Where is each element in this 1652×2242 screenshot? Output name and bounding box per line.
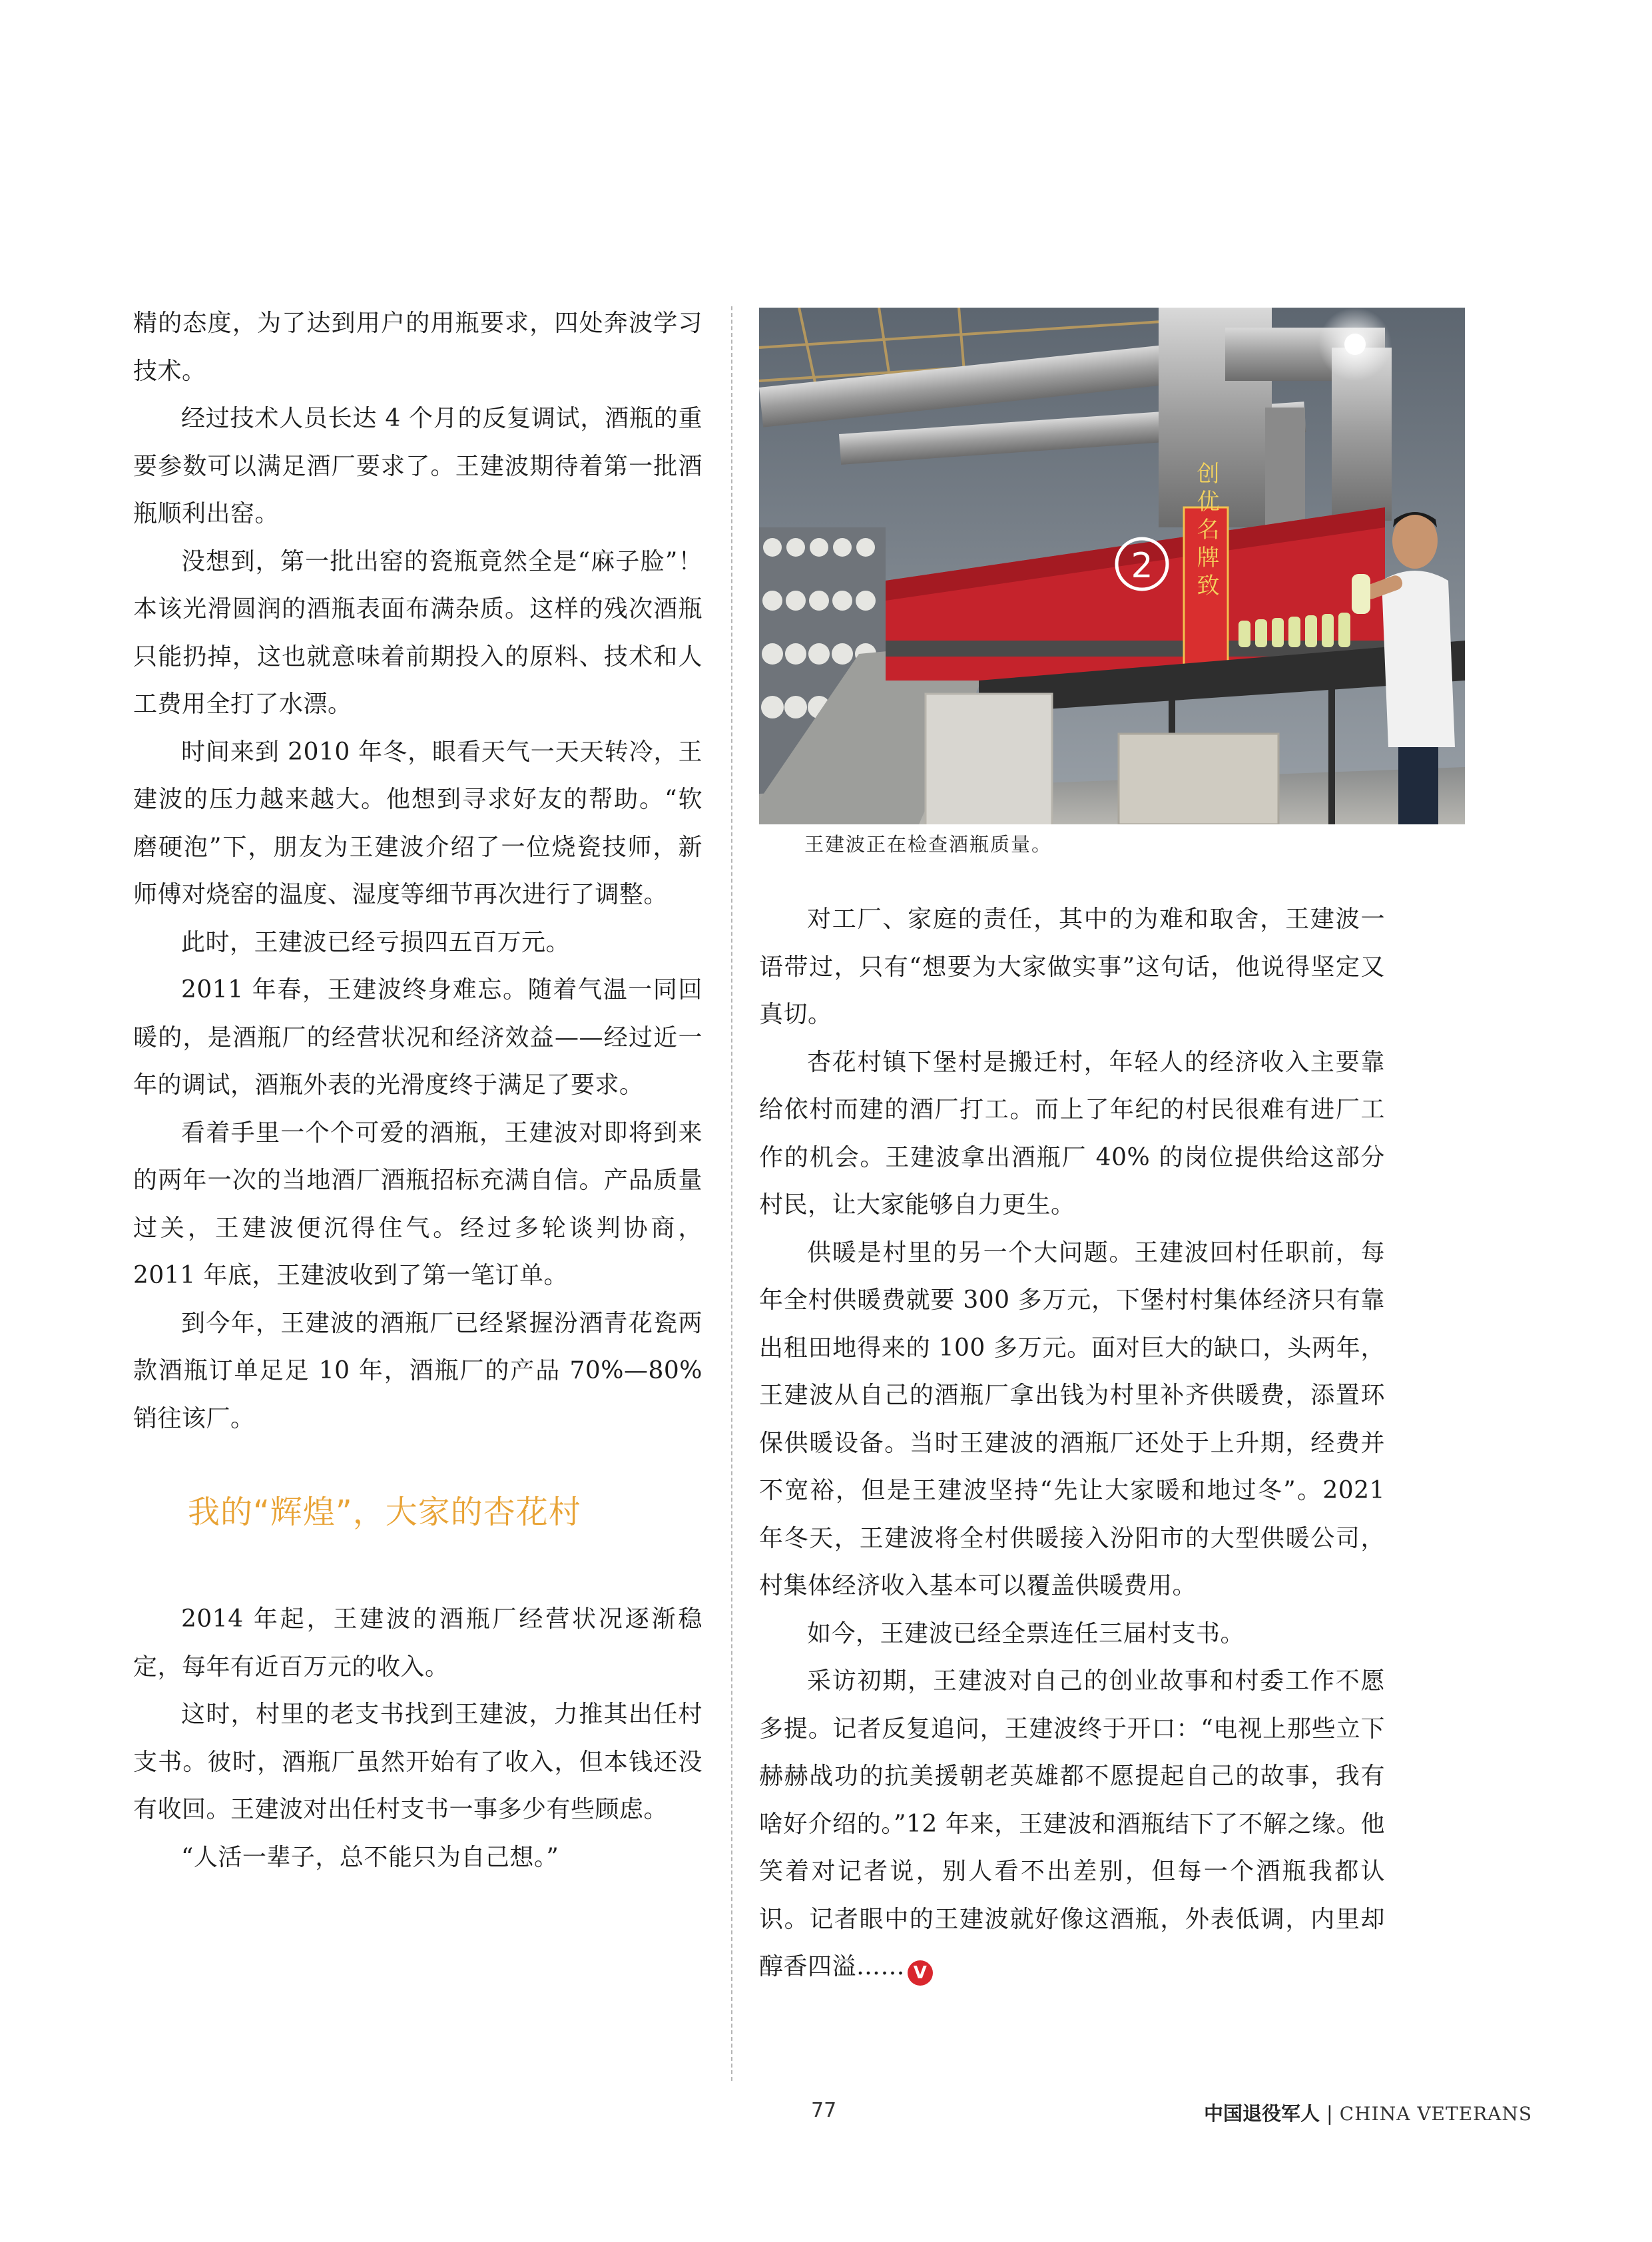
body-paragraph: 2014 年起，王建波的酒瓶厂经营状况逐渐稳定，每年有近百万元的收入。	[133, 1605, 702, 1681]
magazine-separator: |	[1326, 2102, 1333, 2125]
body-paragraph: 对工厂、家庭的责任，其中的为难和取舍，王建波一语带过，只有“想要为大家做实事”这句话，他说得坚定又真切。	[759, 906, 1385, 1028]
body-paragraph: 如今，王建波已经全票连任三届村支书。	[807, 1619, 1245, 1647]
body-paragraph: 经过技术人员长达 4 个月的反复调试，酒瓶的重要参数可以满足酒厂要求了。王建波期待着第一批酒瓶顺利出窑。	[133, 405, 702, 527]
factory-photo	[759, 308, 1465, 824]
left-column	[133, 300, 702, 1881]
page-number: 77	[811, 2099, 837, 2122]
final-paragraph-text: 采访初期，王建波对自己的创业故事和村委工作不愿多提。记者反复追问，王建波终于开口：“电视上那些立下赫赫战功的抗美援朝老英雄都不愿提起自己的故事，我有啥好介绍的。”12 年来，王建波和酒瓶结下了不解之缘。他笑着对记者说，别人看不出差别，但每一个酒瓶我都认识。记者眼中的王建波就好像这酒瓶，外表低调，内里却醇香四溢……	[759, 1667, 1385, 1980]
magazine-name	[1204, 2099, 1532, 2126]
body-paragraph: 精的态度，为了达到用户的用瓶要求，四处奔波学习技术。	[133, 310, 702, 385]
body-paragraph: “人活一辈子，总不能只为自己想。”	[181, 1843, 559, 1871]
factory-scene-illustration	[759, 308, 1465, 824]
end-mark-icon: V	[908, 1960, 933, 1986]
column-divider	[731, 306, 732, 2081]
kiln-banner-text: 创优名牌致	[1193, 461, 1219, 601]
body-paragraph: 没想到，第一批出窑的瓷瓶竟然全是“麻子脸”！本该光滑圆润的酒瓶表面布满杂质。这样的残次酒瓶只能扔掉，这也就意味着前期投入的原料、技术和人工费用全打了水漂。	[133, 547, 702, 718]
body-paragraph: 这时，村里的老支书找到王建波，力推其出任村支书。彼时，酒瓶厂虽然开始有了收入，但本钱还没有收回。王建波对出任村支书一事多少有些顾虑。	[133, 1701, 702, 1823]
body-paragraph: 2011 年春，王建波终身难忘。随着气温一同回暖的，是酒瓶厂的经营状况和经济效益——经过近一年的调试，酒瓶外表的光滑度终于满足了要求。	[133, 976, 702, 1099]
body-paragraph: 杏花村镇下堡村是搬迁村，年轻人的经济收入主要靠给依村而建的酒厂打工。而上了年纪的村民很难有进厂工作的机会。王建波拿出酒瓶厂 40% 的岗位提供给这部分村民，让大家能够自力更生。	[759, 1048, 1385, 1219]
kiln-number: 2	[1131, 546, 1153, 586]
body-paragraph: 此时，王建波已经亏损四五百万元。	[181, 928, 571, 956]
magazine-name-cn: 中国退役军人	[1204, 2102, 1320, 2125]
right-column	[759, 896, 1385, 1991]
body-paragraph: 看着手里一个个可爱的酒瓶，王建波对即将到来的两年一次的当地酒厂酒瓶招标充满自信。产品质量过关，王建波便沉得住气。经过多轮谈判协商，2011 年底，王建波收到了第一笔订单。	[133, 1119, 702, 1289]
body-paragraph: 到今年，王建波的酒瓶厂已经紧握汾酒青花瓷两款酒瓶订单足足 10 年，酒瓶厂的产品 70%—80% 销往该厂。	[133, 1309, 702, 1432]
body-paragraph: 供暖是村里的另一个大问题。王建波回村任职前，每年全村供暖费就要 300 多万元，下堡村村集体经济只有靠出租田地得来的 100 多万元。面对巨大的缺口，头两年，王建波从自己的酒瓶厂拿出钱为村里补齐供暖费，添置环保供暖设备。当时王建波的酒瓶厂还处于上升期，经费并不宽裕，但是王建波坚持“先让大家暖和地过冬”。2021 年冬天，王建波将全村供暖接入汾阳市的大型供暖公司，村集体经济收入基本可以覆盖供暖费用。	[759, 1239, 1385, 1599]
photo-caption: 王建波正在检查酒瓶质量。	[804, 833, 1053, 856]
body-paragraph-final	[759, 1657, 1385, 1991]
section-heading: 我的“辉煌”，大家的杏花村	[188, 1494, 581, 1531]
body-paragraph: 时间来到 2010 年冬，眼看天气一天天转冷，王建波的压力越来越大。他想到寻求好友的帮助。“软磨硬泡”下，朋友为王建波介绍了一位烧瓷技师，新师傅对烧窑的温度、湿度等细节再次进行了调整。	[133, 738, 702, 908]
magazine-name-en: CHINA VETERANS	[1339, 2103, 1533, 2125]
